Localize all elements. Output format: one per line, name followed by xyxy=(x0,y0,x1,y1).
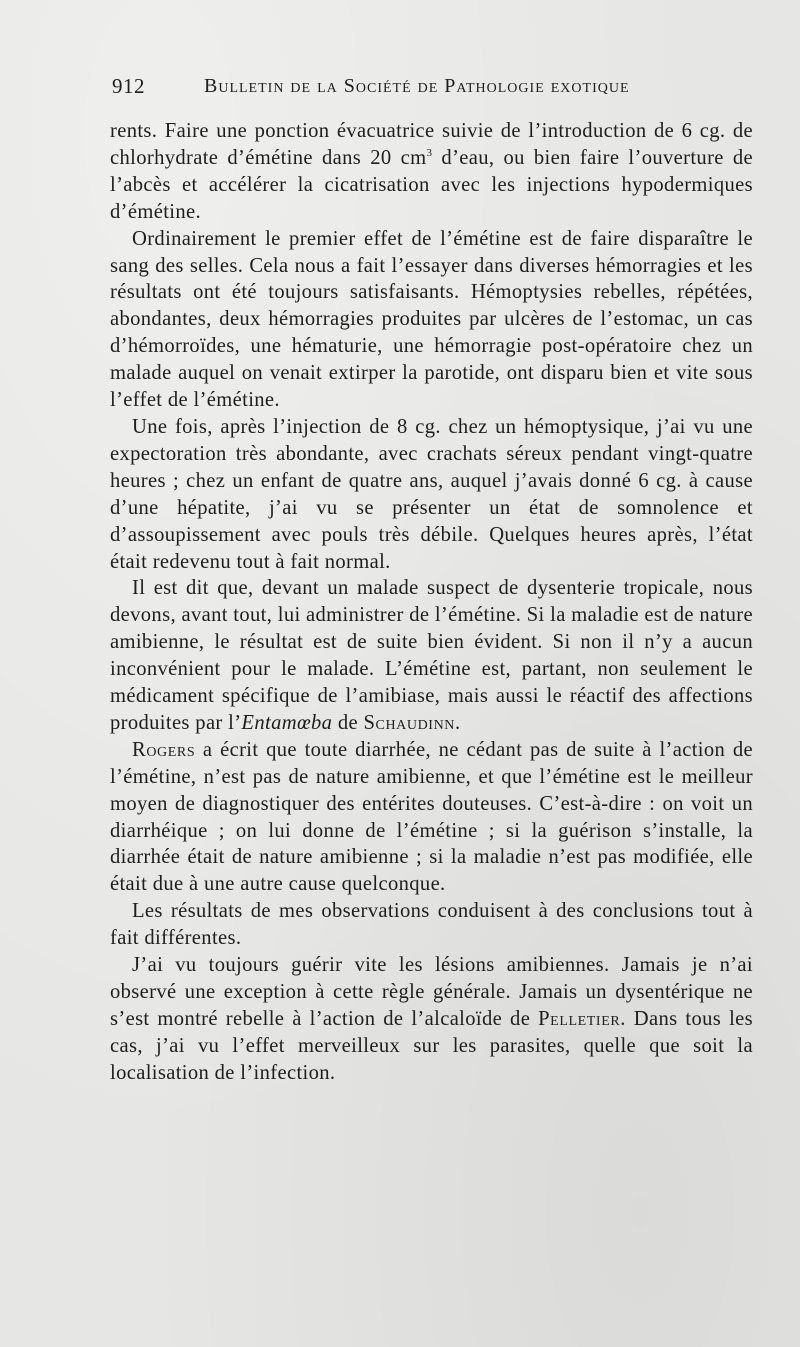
genus-entamoeba: Entamœba xyxy=(241,711,333,734)
journal-title: Bulletin de la Société de Pathologie exotique xyxy=(204,75,630,97)
paragraph-6: Les résultats de mes observations conduisent à des conclusions tout à fait différentes. xyxy=(110,900,753,950)
paragraph-5-text: a écrit que toute diarrhée, ne cédant pas de suite à l’action de l’émétine, n’est pas de nature amibienne, et que l’émétine est le meilleur moyen de diagnostiquer des entérites douteuses. C’est-à-dire : on voit un diarrhéique ; on lui donne de l’émétine ; si la guérison s’installe, la diarrhée était de nature amibienne ; si la maladie n’est pas modifiée, elle était due à une autre cause quelconque. xyxy=(110,738,753,896)
paragraph-5 xyxy=(110,737,753,898)
article-body xyxy=(110,118,753,1087)
paragraph-4-article: l’ xyxy=(228,711,242,734)
page-number: 912 xyxy=(112,74,145,98)
paragraph-1 xyxy=(110,118,753,226)
paragraph-7 xyxy=(110,952,753,1087)
paragraph-3: Une fois, après l’injection de 8 cg. chez un hémoptysique, j’ai vu une expectoration très abondante, avec crachats séreux pendant vingt-quatre heures ; chez un enfant de quatre ans, auquel j’avais donné 6 cg. à cause d’une hépatite, j’ai vu se présenter un état de somnolence et d’assoupissement avec pouls très débile. Quelques heures après, l’état était redevenu tout à fait normal. xyxy=(110,415,753,573)
paragraph-4 xyxy=(110,575,753,736)
running-header xyxy=(112,74,672,104)
author-pelletier: Pelletier xyxy=(538,1007,621,1030)
paragraph-1-text: rents. Faire une ponction évacuatrice suivie de l’introduction de 6 cg. de chlorhydrate d’émétine dans 20 cm xyxy=(110,120,753,169)
paragraph-4-end: . xyxy=(454,711,461,734)
paragraph-4-text: Il est dit que, devant un malade suspect de dysenterie tropicale, nous devons, avant tout, lui administrer de l’émétine. Si la maladie est de nature amibienne, le résultat est de suite bien évident. Si non il n’y a aucun inconvénient pour le malade. L’émétine est, partant, non seulement le médicament spécifique de l’amibiase, mais aussi le réactif des affections produites par xyxy=(110,577,753,734)
paragraph-2: Ordinairement le premier effet de l’émétine est de faire disparaître le sang des selles. Cela nous a fait l’essayer dans diverses hémorragies et les résultats ont été toujours satisfaisants. Hémoptysies rebelles, répétées, abondantes, deux hémorragies produites par ulcères de l’estomac, un cas d’hémorroïdes, une hématurie, une hémorragie post-opératoire chez un malade auquel on venait extirper la parotide, ont disparu bien et vite sous l’effet de l’émétine. xyxy=(110,227,753,412)
paragraph-1-text-after: d’eau, ou bien faire l’ouverture de l’abcès et accélérer la cicatrisation avec les injections hypodermiques d’émétine. xyxy=(110,146,754,223)
author-rogers: Rogers xyxy=(132,738,196,761)
author-schaudinn: Schaudinn xyxy=(363,711,455,734)
paragraph-7-text: J’ai vu toujours guérir vite les lésions amibiennes. Jamais je n’ai observé une exception à cette règle générale. Jamais un dysentérique ne s’est montré rebelle à l’action de l’alcaloïde de xyxy=(110,954,753,1030)
paragraph-4-text-after: de xyxy=(332,711,364,734)
paragraph-7-text-after: . Dans tous les cas, j’ai vu l’effet merveilleux sur les parasites, quelle que soit la localisation de l’infection. xyxy=(110,1007,753,1084)
superscript-cube: 3 xyxy=(426,146,433,159)
